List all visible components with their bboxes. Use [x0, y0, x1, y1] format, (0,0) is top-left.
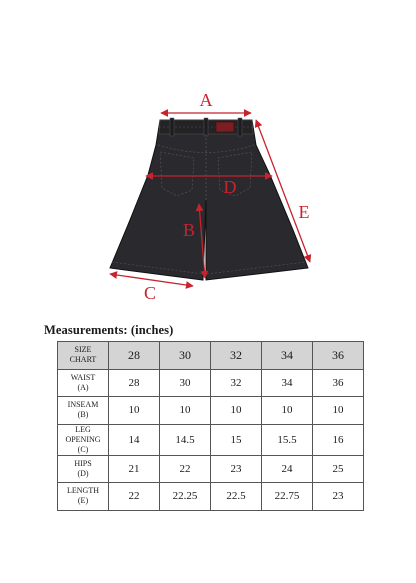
table-cell: 22	[160, 455, 211, 483]
table-cell: 24	[262, 455, 313, 483]
table-cell: 10	[109, 397, 160, 425]
size-chart-header: SIZE CHART	[58, 342, 109, 370]
table-row-length	[58, 483, 364, 511]
table-cell: 23	[211, 455, 262, 483]
table-cell: 22.75	[262, 483, 313, 511]
table-cell: 36	[313, 369, 364, 397]
table-row-leg-opening	[58, 424, 364, 455]
table-header-row	[58, 342, 364, 370]
size-header: 30	[160, 342, 211, 370]
row-label: HIPS (D)	[58, 455, 109, 483]
table-cell: 32	[211, 369, 262, 397]
row-label: LEG OPENING (C)	[58, 424, 109, 455]
table-cell: 10	[313, 397, 364, 425]
table-cell: 23	[313, 483, 364, 511]
table-cell: 14	[109, 424, 160, 455]
shorts-illustration	[110, 118, 308, 280]
table-row-waist	[58, 369, 364, 397]
table-row-inseam	[58, 397, 364, 425]
table-cell: 22.25	[160, 483, 211, 511]
row-label: LENGTH (E)	[58, 483, 109, 511]
table-cell: 10	[262, 397, 313, 425]
size-header: 34	[262, 342, 313, 370]
measure-c	[110, 274, 193, 303]
row-label: WAIST (A)	[58, 369, 109, 397]
label-c: C	[143, 283, 157, 303]
table-cell: 25	[313, 455, 364, 483]
table-cell: 15.5	[262, 424, 313, 455]
measure-a	[161, 90, 251, 113]
table-cell: 22.5	[211, 483, 262, 511]
label-a: A	[199, 90, 213, 110]
table-cell: 10	[211, 397, 262, 425]
table-cell: 21	[109, 455, 160, 483]
table-cell: 28	[109, 369, 160, 397]
label-e: E	[298, 202, 310, 222]
row-label: INSEAM (B)	[58, 397, 109, 425]
size-header: 32	[211, 342, 262, 370]
size-chart-table	[57, 341, 364, 511]
size-header: 28	[109, 342, 160, 370]
table-cell: 30	[160, 369, 211, 397]
table-row-hips	[58, 455, 364, 483]
table-cell: 15	[211, 424, 262, 455]
table-cell: 14.5	[160, 424, 211, 455]
table-cell: 10	[160, 397, 211, 425]
table-cell: 22	[109, 483, 160, 511]
brand-patch	[216, 122, 234, 132]
measurements-caption: Measurements: (inches)	[44, 323, 174, 337]
table-cell: 34	[262, 369, 313, 397]
label-d: D	[223, 177, 237, 197]
table-cell: 16	[313, 424, 364, 455]
size-header: 36	[313, 342, 364, 370]
label-b: B	[182, 220, 196, 240]
